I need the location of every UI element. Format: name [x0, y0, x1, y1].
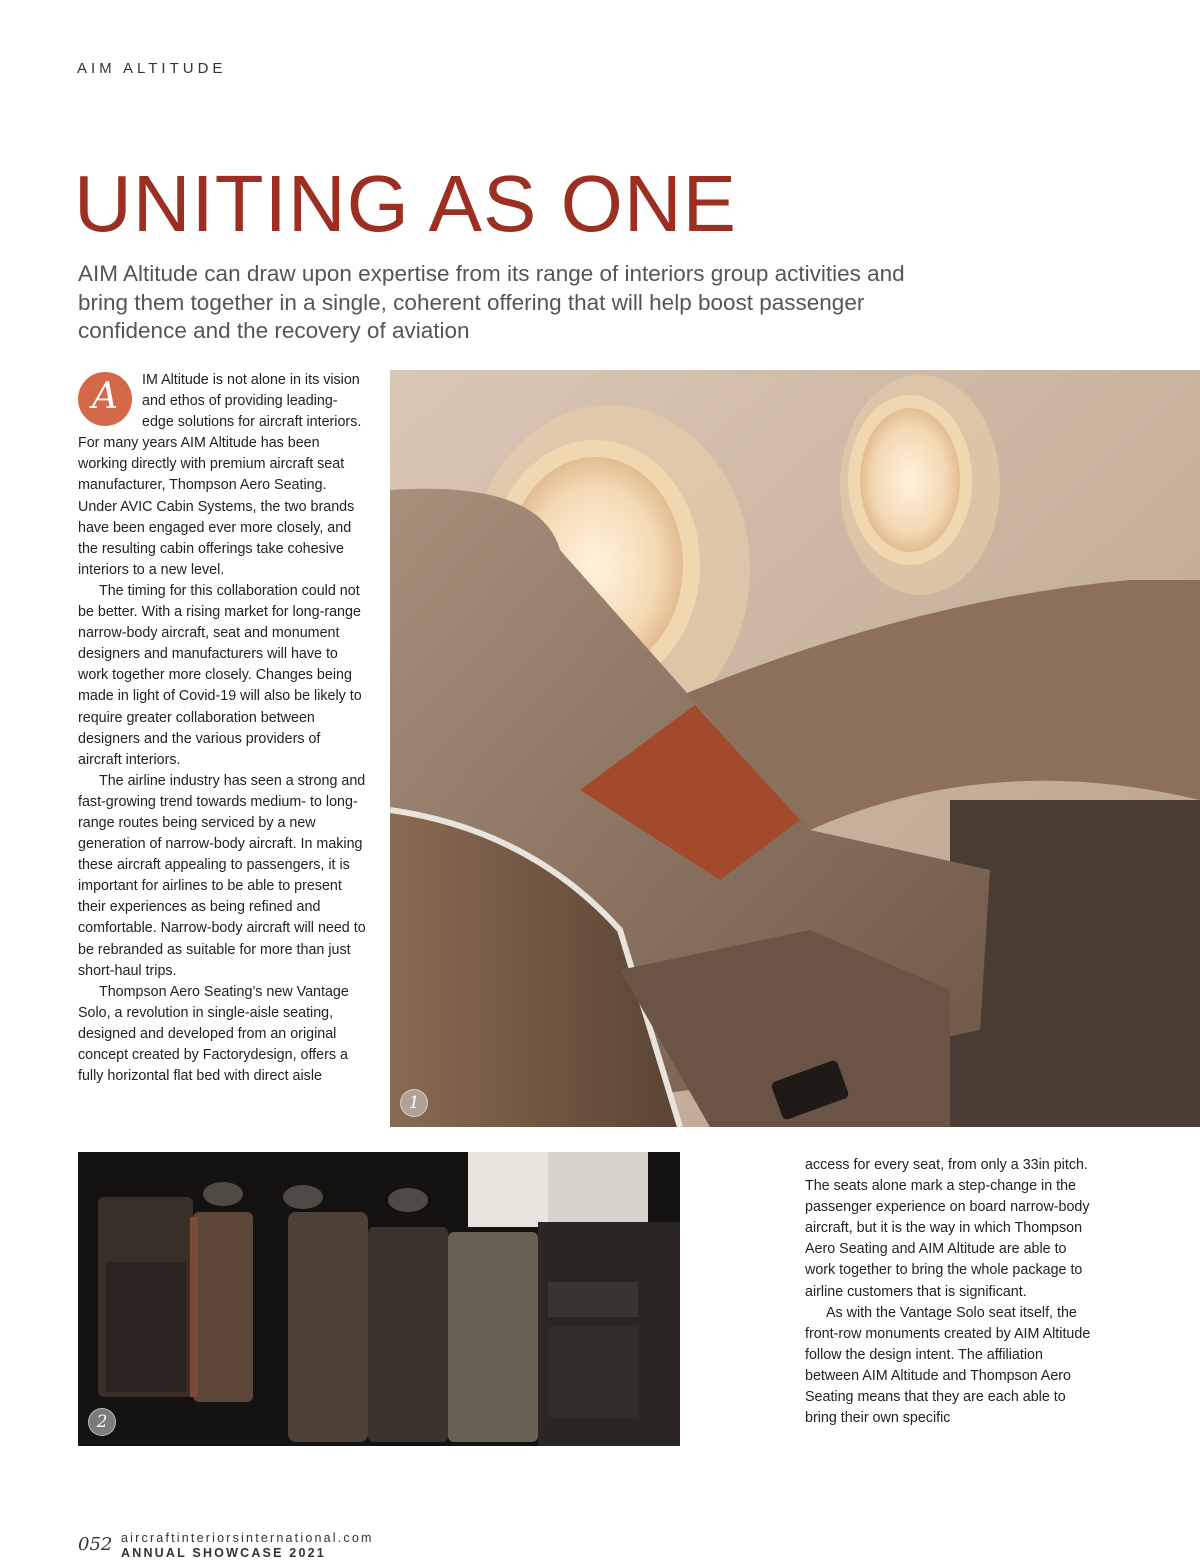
body-column-left: [78, 370, 368, 1087]
body-paragraph: The timing for this collaboration could not be better. With a rising market for long-range narrow-body aircraft, seat and monument designers and manufacturers will have to work together more closely. Changes being made in light of Covid-19 will also be likely to require greater collaboration between designers and the various providers of aircraft interiors.: [78, 582, 362, 768]
body-paragraph: As with the Vantage Solo seat itself, the front-row monuments created by AIM Altitude follow the design intent. The affiliation between AIM Altitude and Thompson Aero Seating means that they are each able to bring their own specific: [805, 1304, 1091, 1427]
body-column-right: [805, 1155, 1095, 1429]
footer-issue-title: ANNUAL SHOWCASE 2021: [121, 1546, 326, 1560]
body-paragraph: The airline industry has seen a strong and fast-growing trend towards medium- to long-range routes being serviced by a new generation of narrow-body aircraft. In making these aircraft appealing to passengers, it is important for airlines to be able to present their experiences as being refined and comfortable. Narrow-body aircraft will need to be rebranded as suitable for more than just short-haul trips.: [78, 772, 366, 979]
drop-cap-letter: A: [92, 376, 118, 417]
page-number: 052: [78, 1534, 113, 1555]
body-paragraph: access for every seat, from only a 33in pitch. The seats alone mark a step-change in the passenger experience on board narrow-body aircraft, but it is the way in which Thompson Aero Seating and AIM Altitude are able to work together to bring the whole package to airline customers that is significant.: [805, 1157, 1090, 1300]
footer-website-link[interactable]: aircraftinteriorsinternational.com: [121, 1531, 374, 1545]
body-paragraph: IM Altitude is not alone in its vision and ethos of providing leading-edge solutions for aircraft interiors. For many years AIM Altitude has been working directly with premium aircraft seat manufacturer, Thompson Aero Seating. Under AVIC Cabin Systems, the two brands have been engaged ever more closely, and the resulting cabin offerings take cohesive interiors to a new level.: [78, 372, 362, 578]
body-paragraph: Thompson Aero Seating’s new Vantage Solo, a revolution in single-aisle seating, designed and developed from an original concept created by Factorydesign, offers a fully horizontal flat bed with direct aisle: [78, 983, 349, 1085]
front-row-monument-photo: [78, 1152, 680, 1446]
photo-number: 2: [88, 1408, 116, 1436]
standfirst: AIM Altitude can draw upon expertise from its range of interiors group activities and bring them together in a single, coherent offering that will help boost passenger confidence and the recovery of aviation: [78, 261, 905, 343]
headline: UNITING AS ONE: [74, 159, 737, 248]
photo-number: 1: [400, 1089, 428, 1117]
cabin-seat-illustration: [390, 370, 1200, 1127]
drop-cap: [78, 372, 132, 426]
front-row-illustration: [78, 1152, 680, 1446]
cabin-seat-photo: [390, 370, 1200, 1127]
section-label: AIM ALTITUDE: [77, 60, 227, 77]
